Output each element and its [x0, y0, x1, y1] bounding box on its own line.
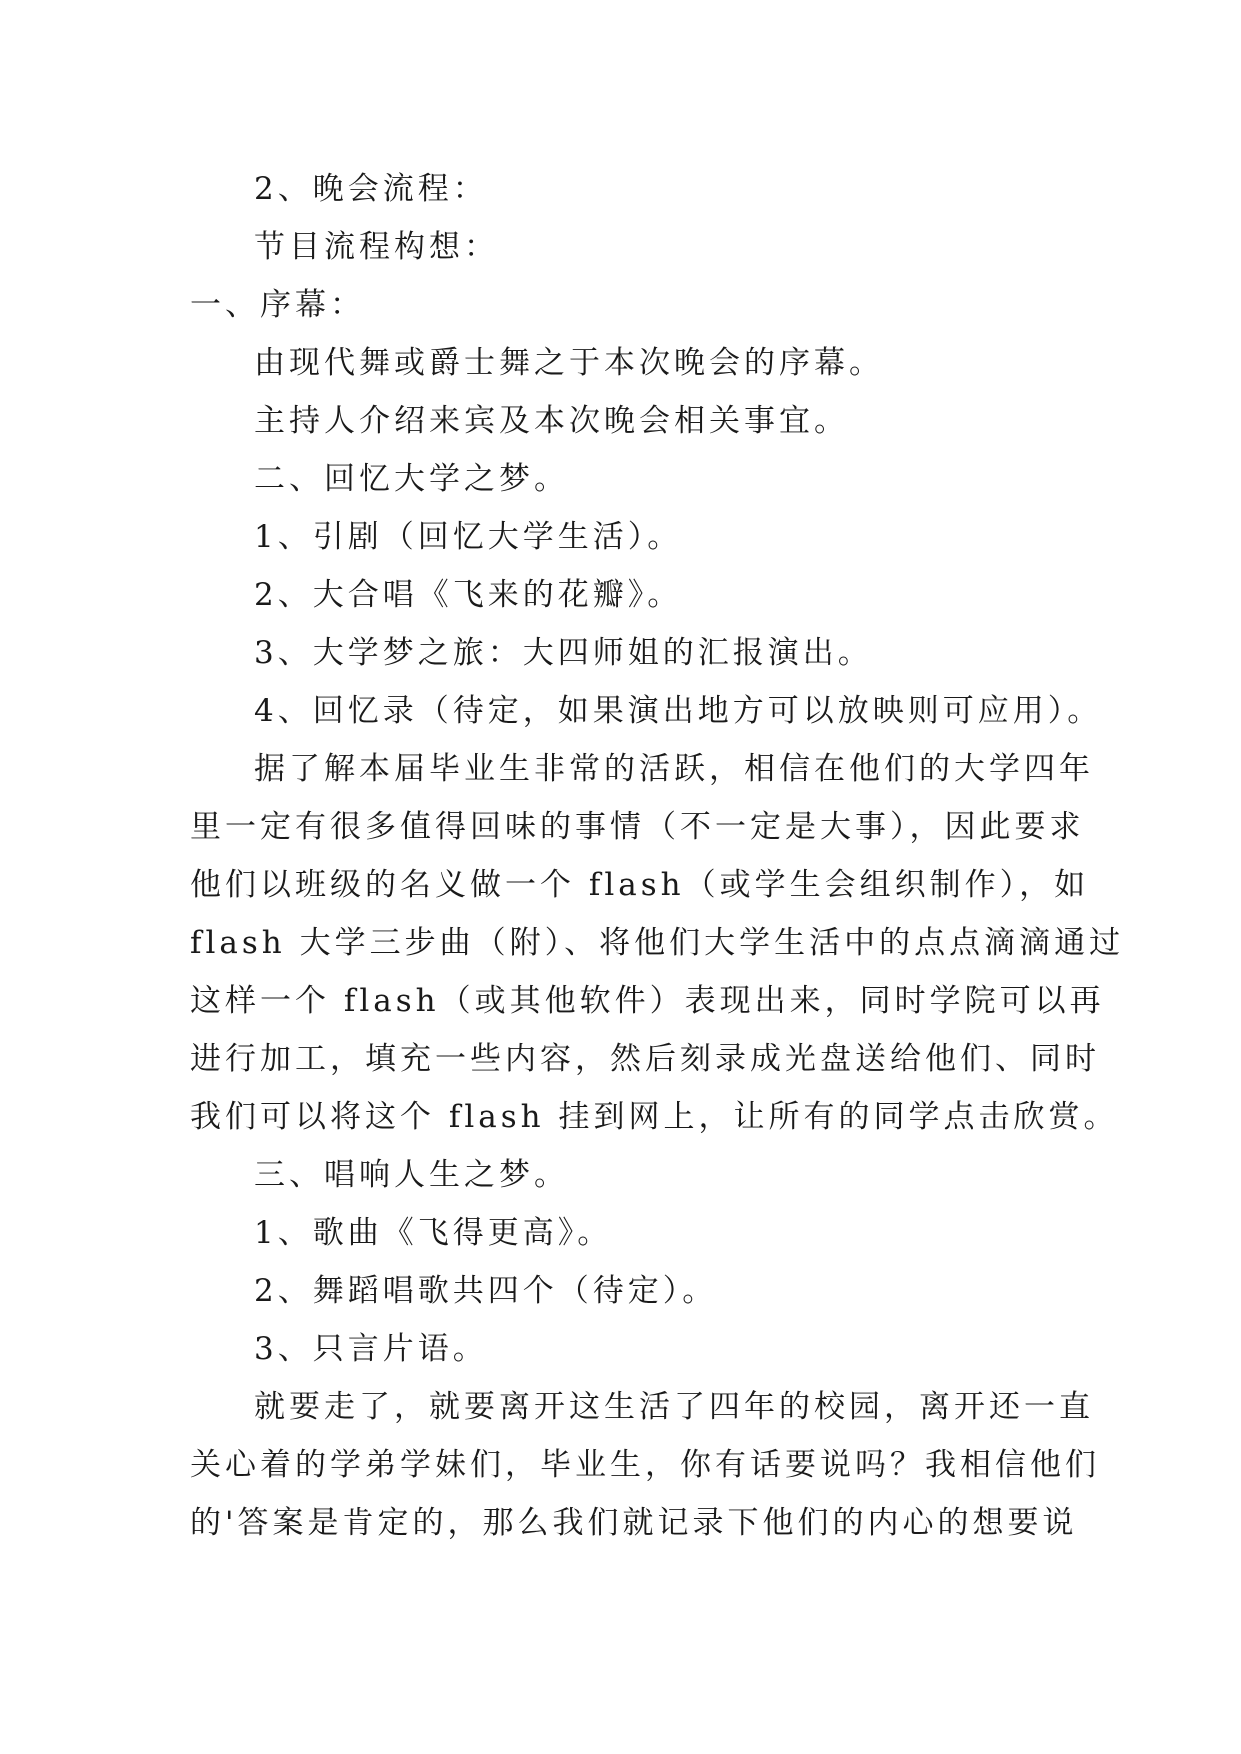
paragraph-line: 进行加工，填充一些内容，然后刻录成光盘送给他们、同时	[190, 1041, 1100, 1077]
paragraph-line: 据了解本届毕业生非常的活跃，相信在他们的大学四年	[254, 751, 1094, 787]
paragraph-line: 他们以班级的名义做一个 flash（或学生会组织制作），如	[190, 867, 1090, 903]
section-heading: 二、回忆大学之梦。	[254, 461, 569, 497]
paragraph-farewell	[190, 1378, 1100, 1552]
paragraph-line: 这样一个 flash（或其他软件）表现出来，同时学院可以再	[190, 983, 1105, 1019]
paragraph-line: 关心着的学弟学妹们，毕业生，你有话要说吗？我相信他们	[190, 1447, 1100, 1483]
list-item: 2、舞蹈唱歌共四个（待定）。	[254, 1273, 718, 1309]
paragraph-flash	[190, 740, 1125, 1146]
document-body	[190, 160, 1125, 1552]
list-item: 3、只言片语。	[254, 1331, 488, 1367]
text-line: 主持人介绍来宾及本次晚会相关事宜。	[254, 403, 849, 439]
section-heading: 一、序幕：	[190, 287, 365, 323]
text-line: 2、晚会流程：	[254, 171, 488, 207]
list-item: 3、大学梦之旅：大四师姐的汇报演出。	[254, 635, 873, 671]
list-item: 4、回忆录（待定，如果演出地方可以放映则可应用）。	[254, 693, 1103, 729]
paragraph-line: 我们可以将这个 flash 挂到网上，让所有的同学点击欣赏。	[190, 1099, 1119, 1135]
list-item: 2、大合唱《飞来的花瓣》。	[254, 577, 683, 613]
paragraph-line: flash 大学三步曲（附）、将他们大学生活中的点点滴滴通过	[190, 925, 1125, 961]
text-line: 节目流程构想：	[254, 229, 499, 265]
paragraph-line: 里一定有很多值得回味的事情（不一定是大事），因此要求	[190, 809, 1085, 845]
text-line: 由现代舞或爵士舞之于本次晚会的序幕。	[254, 345, 884, 381]
list-item: 1、引剧（回忆大学生活）。	[254, 519, 683, 555]
section-heading: 三、唱响人生之梦。	[254, 1157, 569, 1193]
paragraph-line: 就要走了，就要离开这生活了四年的校园，离开还一直	[254, 1389, 1094, 1425]
paragraph-line: 的'答案是肯定的，那么我们就记录下他们的内心的想要说	[190, 1505, 1078, 1541]
list-item: 1、歌曲《飞得更高》。	[254, 1215, 613, 1251]
